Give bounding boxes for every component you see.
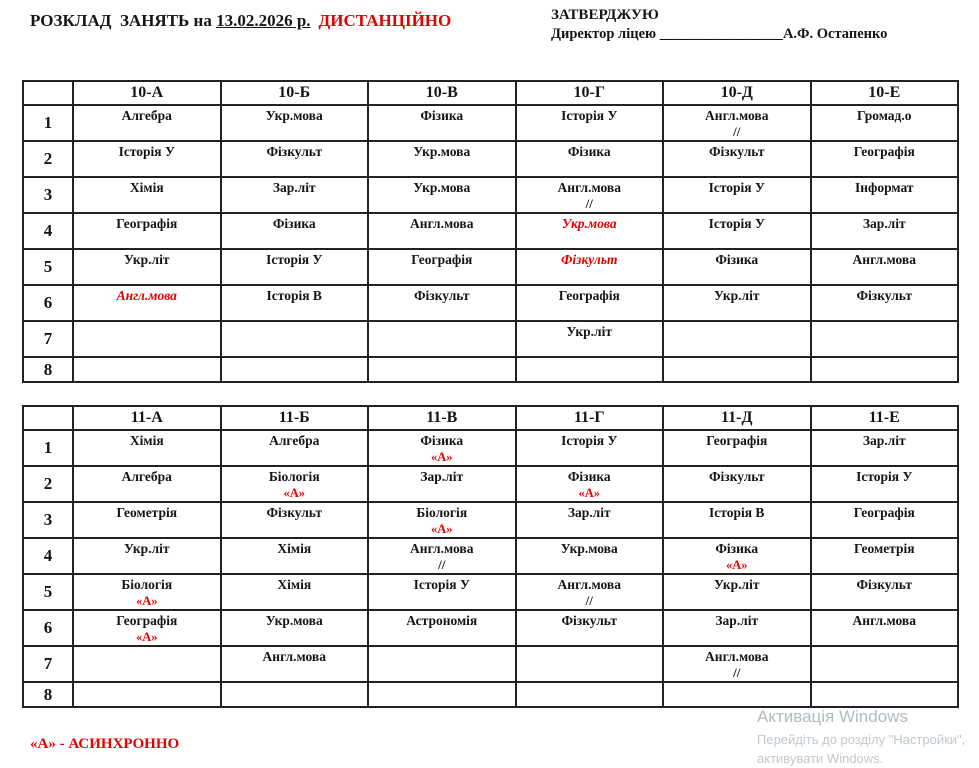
subject-label: Фізика <box>420 108 464 123</box>
column-header-10-А: 10-А <box>73 81 221 105</box>
lesson-row-1 <box>23 430 958 466</box>
schedule-cell-11-Б-4 <box>221 538 369 574</box>
lesson-row-3 <box>23 177 958 213</box>
schedule-cell-11-В-4 <box>368 538 516 574</box>
schedule-cell-11-А-4 <box>73 538 221 574</box>
schedule-cell-10-В-1 <box>368 105 516 141</box>
schedule-cell-11-Б-8 <box>221 682 369 707</box>
subject-label: Англ.мова <box>557 577 621 592</box>
subject-label: Фізика <box>715 541 759 556</box>
schedule-cell-11-Д-2 <box>663 466 811 502</box>
schedule-cell-11-Г-5 <box>516 574 664 610</box>
schedule-cell-10-А-7 <box>73 321 221 357</box>
lesson-row-1 <box>23 105 958 141</box>
schedule-cell-11-Г-4 <box>516 538 664 574</box>
schedule-cell-11-Д-7 <box>663 646 811 682</box>
schedule-cell-11-А-5 <box>73 574 221 610</box>
schedule-cell-10-Е-4 <box>811 213 959 249</box>
schedule-cell-10-Д-7 <box>663 321 811 357</box>
header-row <box>23 406 958 430</box>
subject-label: Хімія <box>277 577 312 592</box>
schedule-cell-10-Е-5 <box>811 249 959 285</box>
subject-label: Історія У <box>118 144 175 159</box>
schedule-cell-10-Г-5 <box>516 249 664 285</box>
schedule-cell-10-А-8 <box>73 357 221 382</box>
schedule-cell-10-Д-5 <box>663 249 811 285</box>
schedule-cell-11-Е-5 <box>811 574 959 610</box>
schedule-cell-11-В-7 <box>368 646 516 682</box>
subject-label: Англ.мова <box>705 108 769 123</box>
corner-cell <box>23 81 73 105</box>
subject-label: Укр.літ <box>566 324 612 339</box>
watermark-title: Активація Windows <box>757 707 908 726</box>
schedule-cell-10-Г-7 <box>516 321 664 357</box>
subject-label: Фізкульт <box>856 288 913 303</box>
subject-label: Англ.мова <box>410 216 474 231</box>
schedule-cell-10-А-1 <box>73 105 221 141</box>
header-row <box>23 81 958 105</box>
schedule-cell-10-В-8 <box>368 357 516 382</box>
schedule-cell-11-Б-5 <box>221 574 369 610</box>
schedule-cell-11-Б-1 <box>221 430 369 466</box>
lesson-row-7 <box>23 646 958 682</box>
subject-label: Фізкульт <box>266 144 323 159</box>
subject-label: Фізика <box>715 252 759 267</box>
subject-label: Географія <box>411 252 473 267</box>
group-split-mark: // <box>438 556 446 572</box>
subject-label: Фізкульт <box>561 613 618 628</box>
async-mark: «А» <box>135 629 158 644</box>
schedule-cell-11-В-6 <box>368 610 516 646</box>
schedule-cell-10-Б-3 <box>221 177 369 213</box>
subject-label: Географія <box>853 505 915 520</box>
subject-label: Фізкульт <box>266 505 323 520</box>
subject-label: Фізика <box>567 469 611 484</box>
subject-label: Громад.о <box>856 108 912 123</box>
schedule-cell-10-Е-6 <box>811 285 959 321</box>
subject-label: Укр.мова <box>413 144 471 159</box>
schedule-cell-10-А-4 <box>73 213 221 249</box>
lesson-row-2 <box>23 141 958 177</box>
lesson-number: 3 <box>23 177 73 213</box>
schedule-cell-10-Б-2 <box>221 141 369 177</box>
schedule-cell-11-Е-1 <box>811 430 959 466</box>
schedule-cell-11-В-2 <box>368 466 516 502</box>
schedule-cell-11-А-6 <box>73 610 221 646</box>
subject-label: Англ.мова <box>852 252 916 267</box>
subject-label: Укр.мова <box>561 216 617 231</box>
corner-cell <box>23 406 73 430</box>
schedule-cell-11-В-8 <box>368 682 516 707</box>
schedule-cell-10-Д-4 <box>663 213 811 249</box>
windows-activation-watermark <box>757 707 965 766</box>
schedule-cell-10-Е-2 <box>811 141 959 177</box>
lesson-number: 6 <box>23 285 73 321</box>
subject-label: Хімія <box>277 541 312 556</box>
schedule-cell-11-Б-2 <box>221 466 369 502</box>
subject-label: Фізика <box>567 144 611 159</box>
subject-label: Фізкульт <box>413 288 470 303</box>
schedule-cell-11-Д-3 <box>663 502 811 538</box>
schedule-cell-10-Е-3 <box>811 177 959 213</box>
schedule-cell-11-Б-7 <box>221 646 369 682</box>
lesson-row-6 <box>23 285 958 321</box>
schedule-cell-10-А-2 <box>73 141 221 177</box>
group-split-mark: // <box>585 592 593 608</box>
subject-label: Географія <box>116 216 178 231</box>
schedule-cell-11-Б-6 <box>221 610 369 646</box>
subject-label: Укр.літ <box>714 288 760 303</box>
schedule-cell-11-А-1 <box>73 430 221 466</box>
lesson-number: 5 <box>23 249 73 285</box>
title-date: 13.02.2026 р. <box>216 11 311 30</box>
subject-label: Англ.мова <box>557 180 621 195</box>
schedule-cell-10-Е-8 <box>811 357 959 382</box>
lesson-row-5 <box>23 574 958 610</box>
schedule-cell-11-Е-7 <box>811 646 959 682</box>
subject-label: Інформат <box>854 180 914 195</box>
lesson-row-5 <box>23 249 958 285</box>
subject-label: Географія <box>706 433 768 448</box>
schedule-cell-10-Б-4 <box>221 213 369 249</box>
schedule-cell-10-В-7 <box>368 321 516 357</box>
subject-label: Фізкульт <box>708 144 765 159</box>
schedule-cell-11-А-8 <box>73 682 221 707</box>
async-mark: «А» <box>283 485 306 500</box>
schedule-cell-11-А-7 <box>73 646 221 682</box>
watermark-line2: Перейдіть до розділу "Настройки", <box>757 732 966 747</box>
subject-label: Історія В <box>709 505 765 520</box>
schedule-cell-11-Г-6 <box>516 610 664 646</box>
lesson-number: 7 <box>23 646 73 682</box>
approval-block <box>551 7 887 43</box>
subject-label: Алгебра <box>269 433 320 448</box>
subject-label: Фізкульт <box>708 469 765 484</box>
schedule-cell-10-Д-8 <box>663 357 811 382</box>
subject-label: Укр.мова <box>560 541 618 556</box>
subject-label: Геометрія <box>853 541 915 556</box>
subject-label: Фізкульт <box>856 577 913 592</box>
subject-label: Географія <box>853 144 915 159</box>
title-text: РОЗКЛАД ЗАНЯТЬ на <box>30 11 217 30</box>
lesson-number: 7 <box>23 321 73 357</box>
lesson-number: 2 <box>23 141 73 177</box>
subject-label: Фізкульт <box>560 252 618 267</box>
subject-label: Географія <box>116 613 178 628</box>
schedule-cell-10-Б-6 <box>221 285 369 321</box>
subject-label: Фізика <box>420 433 464 448</box>
lesson-row-4 <box>23 213 958 249</box>
lesson-row-3 <box>23 502 958 538</box>
subject-label: Укр.літ <box>714 577 760 592</box>
schedule-cell-11-Г-1 <box>516 430 664 466</box>
schedule-cell-11-В-5 <box>368 574 516 610</box>
lesson-row-6 <box>23 610 958 646</box>
subject-label: Зар.літ <box>567 505 611 520</box>
schedule-cell-11-Г-2 <box>516 466 664 502</box>
subject-label: Біологія <box>416 505 468 520</box>
subject-label: Історія У <box>708 216 765 231</box>
lesson-number: 1 <box>23 105 73 141</box>
subject-label: Зар.літ <box>862 216 906 231</box>
async-mark: «А» <box>430 449 453 464</box>
schedule-cell-11-Е-6 <box>811 610 959 646</box>
subject-label: Англ.мова <box>410 541 474 556</box>
schedule-cell-11-А-3 <box>73 502 221 538</box>
async-legend: «А» - АСИНХРОННО <box>30 736 180 752</box>
column-header-11-А: 11-А <box>73 406 221 430</box>
schedule-cell-10-Д-6 <box>663 285 811 321</box>
schedule-cell-10-Г-3 <box>516 177 664 213</box>
async-mark: «А» <box>725 557 748 572</box>
director-signature-line: Директор ліцею _________________А.Ф. Остапенко <box>551 26 888 42</box>
schedule-cell-10-Г-6 <box>516 285 664 321</box>
schedule-cell-11-Г-3 <box>516 502 664 538</box>
subject-label: Хімія <box>129 180 164 195</box>
column-header-10-Б: 10-Б <box>221 81 369 105</box>
subject-label: Історія У <box>266 252 323 267</box>
subject-label: Історія У <box>856 469 913 484</box>
group-split-mark: // <box>733 123 741 139</box>
subject-label: Історія У <box>413 577 470 592</box>
schedule-cell-11-В-3 <box>368 502 516 538</box>
subject-label: Алгебра <box>121 108 172 123</box>
schedule-cell-11-Е-3 <box>811 502 959 538</box>
lesson-number: 8 <box>23 357 73 382</box>
async-mark: «А» <box>430 521 453 536</box>
lesson-row-8 <box>23 682 958 707</box>
subject-label: Геометрія <box>116 505 178 520</box>
lesson-number: 8 <box>23 682 73 707</box>
column-header-10-В: 10-В <box>368 81 516 105</box>
lesson-number: 2 <box>23 466 73 502</box>
subject-label: Англ.мова <box>262 649 326 664</box>
schedule-cell-11-Д-5 <box>663 574 811 610</box>
schedule-cell-10-А-5 <box>73 249 221 285</box>
async-mark: «А» <box>578 485 601 500</box>
column-header-11-Е: 11-Е <box>811 406 959 430</box>
approve-label: ЗАТВЕРДЖУЮ <box>551 7 659 23</box>
schedule-cell-10-Б-8 <box>221 357 369 382</box>
subject-label: Укр.мова <box>413 180 471 195</box>
subject-label: Історія У <box>708 180 765 195</box>
lesson-row-4 <box>23 538 958 574</box>
schedule-cell-10-В-3 <box>368 177 516 213</box>
subject-label: Алгебра <box>121 469 172 484</box>
subject-label: Зар.літ <box>862 433 906 448</box>
schedule-cell-11-Д-6 <box>663 610 811 646</box>
schedule-cell-10-Д-3 <box>663 177 811 213</box>
subject-label: Укр.мова <box>265 613 323 628</box>
schedule-cell-11-А-2 <box>73 466 221 502</box>
column-header-10-Д: 10-Д <box>663 81 811 105</box>
lesson-number: 4 <box>23 538 73 574</box>
column-header-11-Д: 11-Д <box>663 406 811 430</box>
subject-label: Історія У <box>561 433 618 448</box>
schedule-cell-11-В-1 <box>368 430 516 466</box>
column-header-10-Е: 10-Е <box>811 81 959 105</box>
subject-label: Англ.мова <box>852 613 916 628</box>
subject-label: Англ.мова <box>116 288 177 303</box>
schedule-cell-10-Г-1 <box>516 105 664 141</box>
schedule-cell-10-Б-5 <box>221 249 369 285</box>
schedule-cell-10-Г-4 <box>516 213 664 249</box>
schedule-cell-11-Е-8 <box>811 682 959 707</box>
schedule-cell-10-В-5 <box>368 249 516 285</box>
subject-label: Хімія <box>129 433 164 448</box>
schedule-cell-10-Е-1 <box>811 105 959 141</box>
subject-label: Біологія <box>268 469 320 484</box>
page-title <box>30 11 451 31</box>
schedule-cell-10-В-6 <box>368 285 516 321</box>
subject-label: Англ.мова <box>705 649 769 664</box>
subject-label: Астрономія <box>406 613 478 628</box>
subject-label: Історія В <box>266 288 322 303</box>
schedule-cell-11-Г-7 <box>516 646 664 682</box>
schedule-cell-11-Г-8 <box>516 682 664 707</box>
schedule-cell-10-Б-7 <box>221 321 369 357</box>
column-header-11-Б: 11-Б <box>221 406 369 430</box>
schedule-cell-10-Г-2 <box>516 141 664 177</box>
subject-label: Зар.літ <box>420 469 464 484</box>
lesson-row-7 <box>23 321 958 357</box>
schedule-cell-11-Д-8 <box>663 682 811 707</box>
schedule-cell-11-Д-4 <box>663 538 811 574</box>
column-header-10-Г: 10-Г <box>516 81 664 105</box>
title-mode-remote: ДИСТАНЦІЙНО <box>318 11 452 30</box>
schedule-cell-10-Б-1 <box>221 105 369 141</box>
subject-label: Фізика <box>272 216 316 231</box>
schedule-cell-11-Е-2 <box>811 466 959 502</box>
lesson-number: 6 <box>23 610 73 646</box>
schedule-cell-10-Г-8 <box>516 357 664 382</box>
lesson-row-2 <box>23 466 958 502</box>
lesson-number: 1 <box>23 430 73 466</box>
column-header-11-В: 11-В <box>368 406 516 430</box>
schedule-cell-10-А-3 <box>73 177 221 213</box>
group-split-mark: // <box>585 195 593 211</box>
subject-label: Географія <box>558 288 620 303</box>
group-split-mark: // <box>733 664 741 680</box>
schedule-cell-11-Д-1 <box>663 430 811 466</box>
schedule-cell-10-Д-2 <box>663 141 811 177</box>
schedule-table-grade-10 <box>22 80 959 383</box>
lesson-number: 5 <box>23 574 73 610</box>
column-header-11-Г: 11-Г <box>516 406 664 430</box>
subject-label: Біологія <box>121 577 173 592</box>
watermark-line3: активувати Windows. <box>757 751 884 766</box>
schedule-cell-10-А-6 <box>73 285 221 321</box>
schedule-cell-10-В-4 <box>368 213 516 249</box>
schedule-cell-11-Е-4 <box>811 538 959 574</box>
subject-label: Укр.літ <box>124 252 170 267</box>
schedule-table-grade-11 <box>22 405 959 708</box>
subject-label: Зар.літ <box>715 613 759 628</box>
subject-label: Укр.мова <box>265 108 323 123</box>
lesson-number: 4 <box>23 213 73 249</box>
schedule-cell-11-Б-3 <box>221 502 369 538</box>
schedule-cell-10-В-2 <box>368 141 516 177</box>
subject-label: Історія У <box>561 108 618 123</box>
subject-label: Укр.літ <box>124 541 170 556</box>
schedule-cell-10-Д-1 <box>663 105 811 141</box>
subject-label: Зар.літ <box>272 180 316 195</box>
async-mark: «А» <box>135 593 158 608</box>
lesson-number: 3 <box>23 502 73 538</box>
schedule-cell-10-Е-7 <box>811 321 959 357</box>
lesson-row-8 <box>23 357 958 382</box>
